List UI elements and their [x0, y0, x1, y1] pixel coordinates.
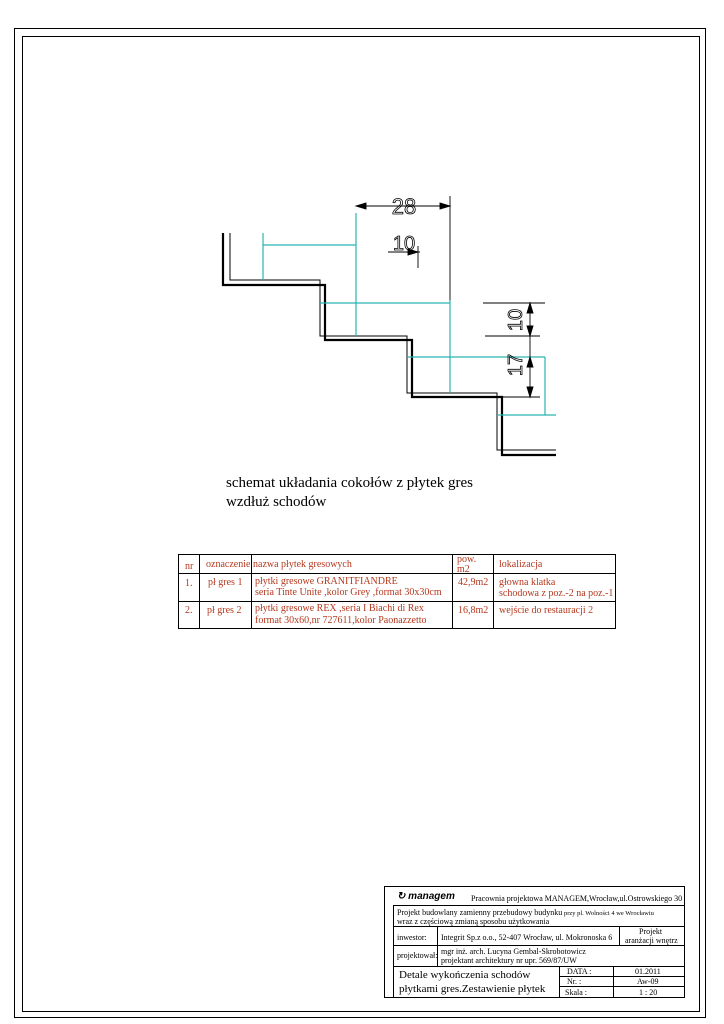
table-divider [179, 601, 615, 602]
project-type-2: aranżacji wnętrz [625, 936, 678, 945]
header-area-2: m2 [457, 564, 470, 575]
tile-schedule-table [178, 554, 616, 629]
row1-location-1: głowna klatka [499, 577, 556, 588]
nr-value: Aw-09 [637, 977, 659, 986]
drawing-caption [226, 474, 473, 512]
date-label: DATA : [567, 967, 592, 976]
managem-logo [397, 892, 455, 901]
table-divider [251, 555, 252, 628]
table-divider [493, 555, 494, 628]
nr-label: Nr. : [567, 977, 582, 986]
dim-step-depth: 28 [391, 194, 417, 219]
row2-code: pł gres 2 [207, 605, 242, 616]
sheet-title-1: Detale wykończenia schodów [399, 969, 531, 981]
row1-name-1: płytki gresowe GRANITFIANDRE [255, 576, 398, 587]
dim-nosing: 10 [392, 233, 416, 255]
scale-value: 1 : 20 [639, 988, 658, 997]
dim-skirting-height: 10 [505, 308, 527, 332]
header-nr: nr [185, 561, 194, 572]
row2-location-1: wejście do restauracji 2 [499, 605, 594, 616]
row1-code: pł gres 1 [208, 577, 243, 588]
stair-profile-outline [223, 233, 556, 455]
tb-divider [619, 926, 620, 946]
dim-step-height: 17 [505, 353, 527, 377]
logo-text: managem [408, 891, 455, 902]
row1-area: 42,9m2 [458, 577, 489, 588]
header-area-1: pow. [457, 554, 477, 565]
row2-area: 16,8m2 [458, 605, 489, 616]
table-divider [179, 573, 615, 574]
caption-line-2: wzdłuż schodów [226, 494, 327, 510]
sheet-title-2: płytkami gres.Zestawienie płytek [399, 983, 546, 995]
tb-divider [559, 986, 684, 987]
project-line-2: wraz z częściową zmianą sposobu użytkowania [397, 917, 550, 926]
designer-line-1: mgr inż. arch. Lucyna Gembal-Skrobotowicz [441, 947, 586, 956]
project-type-1: Projekt [639, 927, 663, 936]
row1-name-2: seria Tinte Unite ,kolor Grey ,format 30x30cm [255, 587, 442, 598]
designer-label: projektował: [397, 951, 438, 960]
investor-value: Integrit Sp.z o.o., 52-407 Wrocław, ul. Mokronoska 6 [441, 933, 613, 942]
row1-location-2: schodowa z poz.-2 na poz.-1 [499, 588, 614, 599]
scale-label: Skala : [565, 988, 587, 997]
header-name: nazwa płytek gresowych [253, 559, 352, 570]
designer-line-2: projektant architektury nr upr. 569/87/UW [441, 956, 577, 965]
tb-divider [613, 966, 614, 998]
tb-divider [437, 926, 438, 966]
caption-line-1: schemat układania cokołów z płytek gres [226, 475, 474, 491]
tb-divider [393, 905, 684, 906]
table-divider [199, 555, 200, 628]
logo-mark-icon: ↻ [397, 891, 409, 902]
header-code: oznaczenie [206, 559, 251, 570]
row2-nr: 2. [185, 605, 193, 616]
title-block [384, 886, 685, 998]
row1-nr: 1. [185, 578, 193, 589]
stair-profile-inner [230, 233, 556, 450]
row2-name-1: płytki gresowe REX ,seria I Biachi di Rex [255, 603, 424, 614]
project-line-1-main: Projekt budowlany zamienny przebudowy budynku [397, 908, 563, 917]
date-value: 01.2011 [635, 967, 661, 976]
investor-label: inwestor: [397, 933, 427, 942]
table-divider [452, 555, 453, 628]
row2-name-2: format 30x60,nr 727611,kolor Paonazzetto [255, 615, 427, 626]
project-line-1-small: przy pl. Wolności 4 we Wrocławiu [562, 910, 654, 917]
tb-divider [559, 966, 560, 998]
office-name: Pracownia projektowa MANAGEM,Wrocław,ul.Ostrowskiego 30 [471, 894, 683, 903]
header-location: lokalizacja [499, 559, 543, 570]
tb-divider [393, 905, 394, 998]
